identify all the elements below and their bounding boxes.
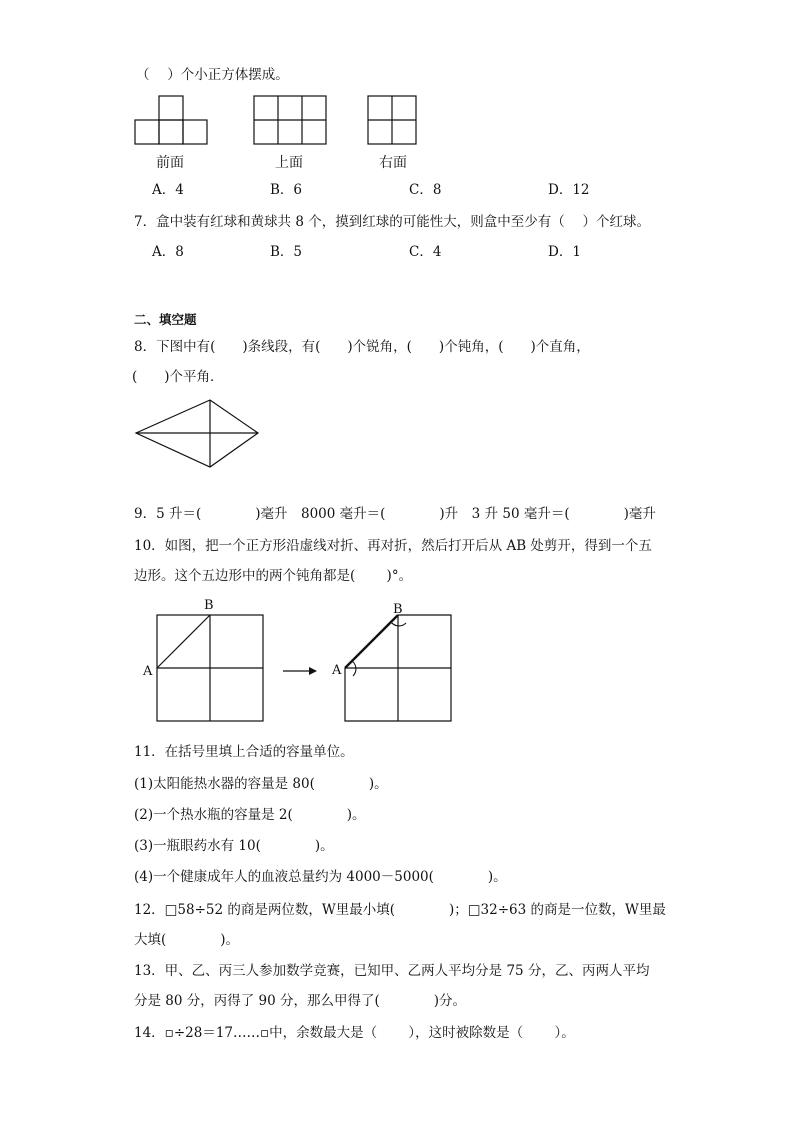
right-view-figure <box>368 96 418 144</box>
q6-option-c[interactable]: C．8 <box>409 182 442 198</box>
q13-line2: 分是 80 分，丙得了 90 分，那么甲得了( )分。 <box>134 993 467 1009</box>
q7-option-c[interactable]: C．4 <box>409 244 442 260</box>
q11-item-4: (4)一个健康成年人的血液总量约为 4000－5000( )。 <box>134 869 507 885</box>
front-view-label: 前面 <box>156 155 184 171</box>
q6-prompt: （ ）个小正方体摆成。 <box>136 67 289 83</box>
q12-line1: 12．□58÷52 的商是两位数，W里最小填( )；□32÷63 的商是一位数，W里最 <box>134 902 666 918</box>
front-view-figure <box>135 96 209 144</box>
point-a-label: A <box>143 664 153 679</box>
q10-line2: 边形。这个五边形中的两个钝角都是( )°。 <box>134 568 413 584</box>
q7-option-d[interactable]: D．1 <box>548 244 581 260</box>
q11-item-1: (1)太阳能热水器的容量是 80( )。 <box>134 776 388 792</box>
q8-line2: ( )个平角． <box>132 369 224 385</box>
q6-option-b[interactable]: B．6 <box>270 182 303 198</box>
q7-option-b[interactable]: B．5 <box>270 244 303 260</box>
q7-prompt: 7．盒中装有红球和黄球共 8 个，摸到红球的可能性大，则盒中至少有（ ）个红球。 <box>134 214 651 230</box>
q11-title: 11．在括号里填上合适的容量单位。 <box>134 744 354 760</box>
arrow-right-icon <box>283 665 319 677</box>
q8-line1: 8．下图中有( )条线段，有( )个锐角，( )个钝角，( )个直角， <box>134 339 590 355</box>
q11-item-3: (3)一瓶眼药水有 10( )。 <box>134 838 334 854</box>
q10-line1: 10．如图，把一个正方形沿虚线对折、再对折，然后打开后从 AB 处剪开，得到一个五 <box>134 538 652 554</box>
square-fold-figure <box>157 615 265 723</box>
q14-text: 14．▫÷28＝17……▫中，余数最大是（ ），这时被除数是（ ）。 <box>134 1025 575 1041</box>
point-b-label: B <box>204 598 214 613</box>
q11-item-2: (2)一个热水瓶的容量是 2( )。 <box>134 807 366 823</box>
point-b-label-2: B <box>393 602 403 617</box>
q7-option-a[interactable]: A．8 <box>152 244 184 260</box>
kite-figure <box>136 400 260 470</box>
pentagon-figure <box>345 615 453 723</box>
q12-line2: 大填( )。 <box>134 932 240 948</box>
q6-option-a[interactable]: A．4 <box>152 182 184 198</box>
right-view-label: 右面 <box>379 155 407 171</box>
q6-option-d[interactable]: D．12 <box>548 182 590 198</box>
top-view-figure <box>254 96 328 144</box>
q9-text: 9．5 升＝( )毫升 8000 毫升＝( )升 3 升 50 毫升＝( )毫升 <box>134 506 656 522</box>
point-a-label-2: A <box>332 663 342 678</box>
q13-line1: 13．甲、乙、丙三人参加数学竞赛，已知甲、乙两人平均分是 75 分，乙、丙两人平均 <box>134 963 650 979</box>
top-view-label: 上面 <box>275 155 303 171</box>
section-title: 二、填空题 <box>134 312 197 327</box>
